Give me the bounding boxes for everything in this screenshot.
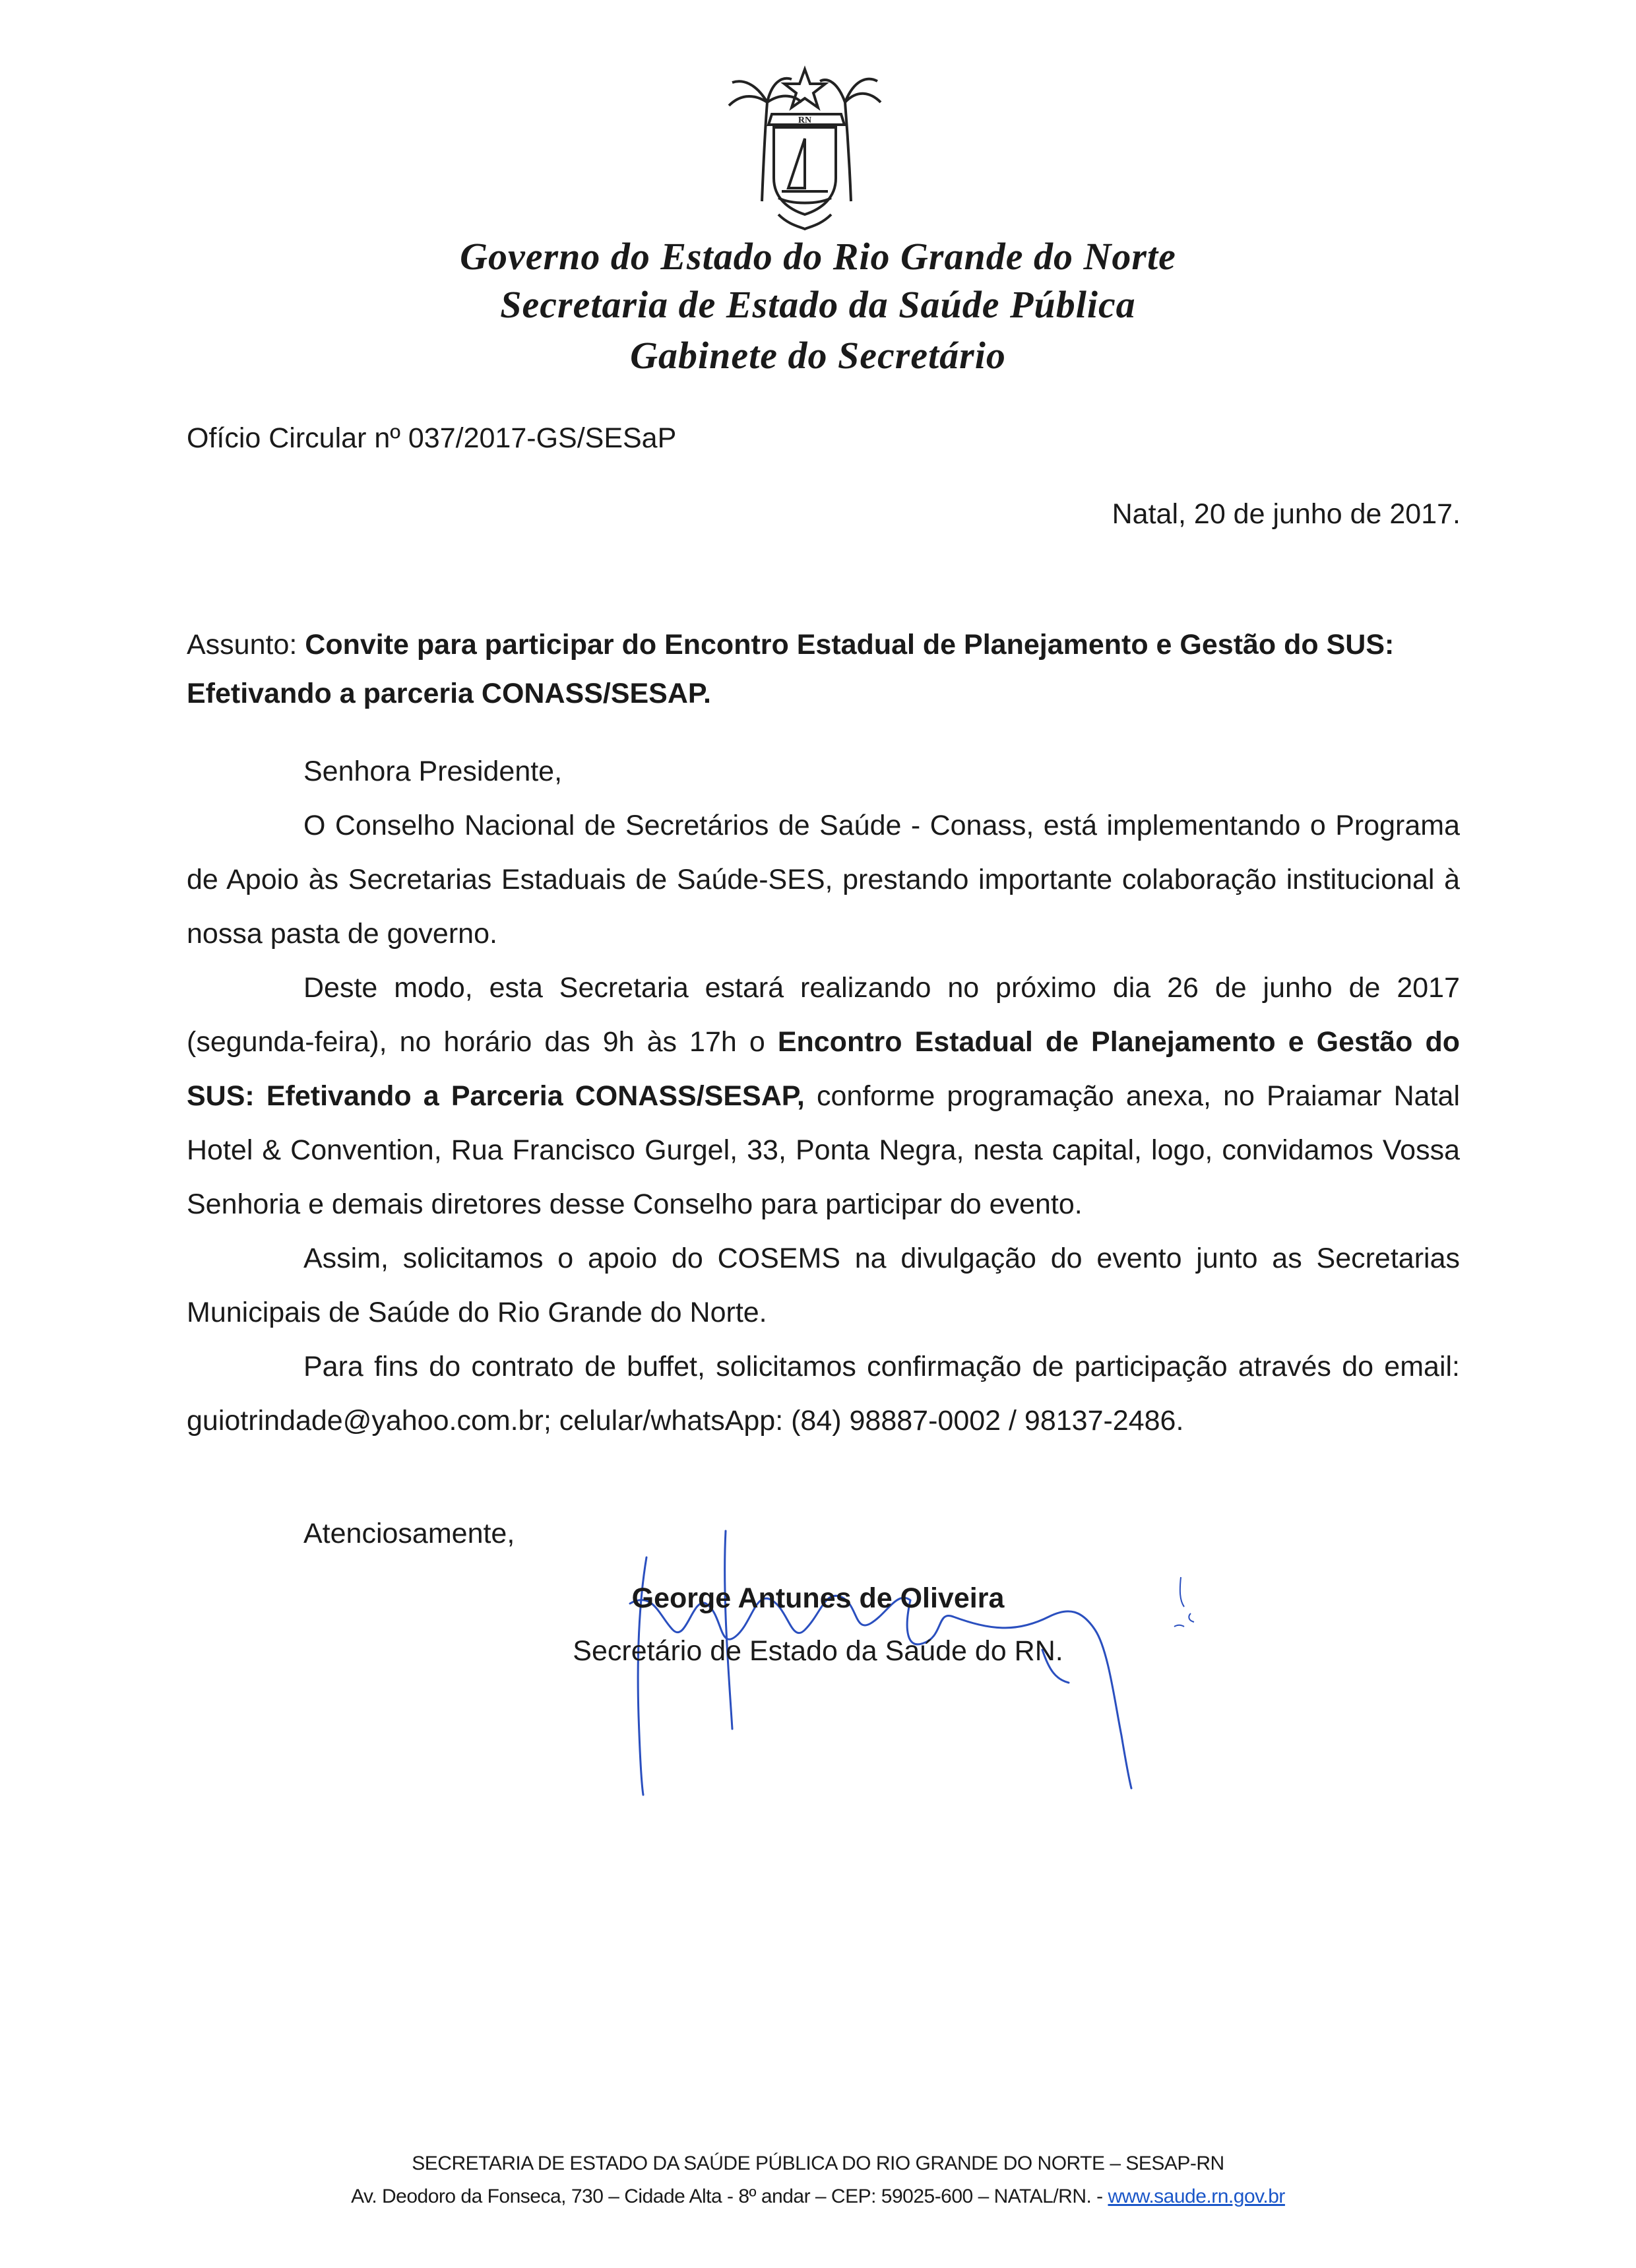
salutation: Senhora Presidente, bbox=[303, 756, 563, 787]
letter-body bbox=[187, 798, 1460, 1448]
signatory-name: George Antunes de Oliveira bbox=[631, 1582, 1005, 1614]
paragraph-2-event-name: Encontro Estadual de Planejamento e Gestão do SUS: Efetivando a Parceria CONASS/SESAP, bbox=[187, 1026, 1460, 1112]
closing: Atenciosamente, bbox=[303, 1518, 515, 1549]
signatory-title: Secretário de Estado da Saúde do RN. bbox=[573, 1635, 1063, 1667]
subject-label: Assunto: bbox=[187, 629, 298, 661]
paragraph-2-start: Deste modo, esta Secretaria estará realizando no próximo dia 26 de junho de 2017 (segunda-feira), no horário das 9h às 17h o bbox=[187, 972, 1460, 1058]
coat-of-arms-logo bbox=[716, 56, 894, 234]
subject-text: Convite para participar do Encontro Estadual de Planejamento e Gestão do SUS: Efetivando a parceria CONASS/SESAP. bbox=[187, 629, 1395, 709]
footer-address-text: Av. Deodoro da Fonseca, 730 – Cidade Alta - 8º andar – CEP: 59025-600 – NATAL/RN. - bbox=[351, 2186, 1103, 2207]
letterhead-government: Governo do Estado do Rio Grande do Norte bbox=[460, 235, 1176, 278]
paragraph-3: Assim, solicitamos o apoio do COSEMS na divulgação do evento junto as Secretarias Municipais de Saúde do Rio Grande do Norte. bbox=[187, 1243, 1460, 1328]
paragraph-1: O Conselho Nacional de Secretários de Saúde - Conass, está implementando o Programa de Apoio às Secretarias Estaduais de Saúde-SES, prestando importante colaboração institucional à nossa pasta de governo. bbox=[187, 810, 1460, 950]
paragraph-4: Para fins do contrato de buffet, solicitamos confirmação de participação através do email: guiotrindade@yahoo.com.br; celular/whatsApp: (84) 98887-0002 / 98137-2486. bbox=[187, 1351, 1460, 1437]
footer-website-link[interactable]: www.saude.rn.gov.br bbox=[1108, 2186, 1285, 2207]
document-date: Natal, 20 de junho de 2017. bbox=[1112, 498, 1461, 530]
footer-institution: SECRETARIA DE ESTADO DA SAÚDE PÚBLICA DO RIO GRANDE DO NORTE – SESAP-RN bbox=[412, 2153, 1224, 2174]
document-reference: Ofício Circular nº 037/2017-GS/SESaP bbox=[187, 422, 677, 454]
paragraph-2 bbox=[187, 961, 1460, 1231]
letterhead-department: Secretaria de Estado da Saúde Pública bbox=[500, 283, 1136, 326]
paragraph-2-end: conforme programação anexa, no Praiamar Natal Hotel & Convention, Rua Francisco Gurgel, 33, Ponta Negra, nesta capital, logo, convidamos Vossa Senhoria e demais diretores desse Conselho para participar do evento. bbox=[187, 1080, 1461, 1220]
letterhead-office: Gabinete do Secretário bbox=[630, 334, 1006, 377]
footer-address bbox=[0, 2186, 1636, 2208]
handwritten-signature bbox=[594, 1518, 1220, 1821]
subject-block bbox=[187, 620, 1460, 718]
coat-of-arms-motto: RN bbox=[798, 115, 812, 125]
